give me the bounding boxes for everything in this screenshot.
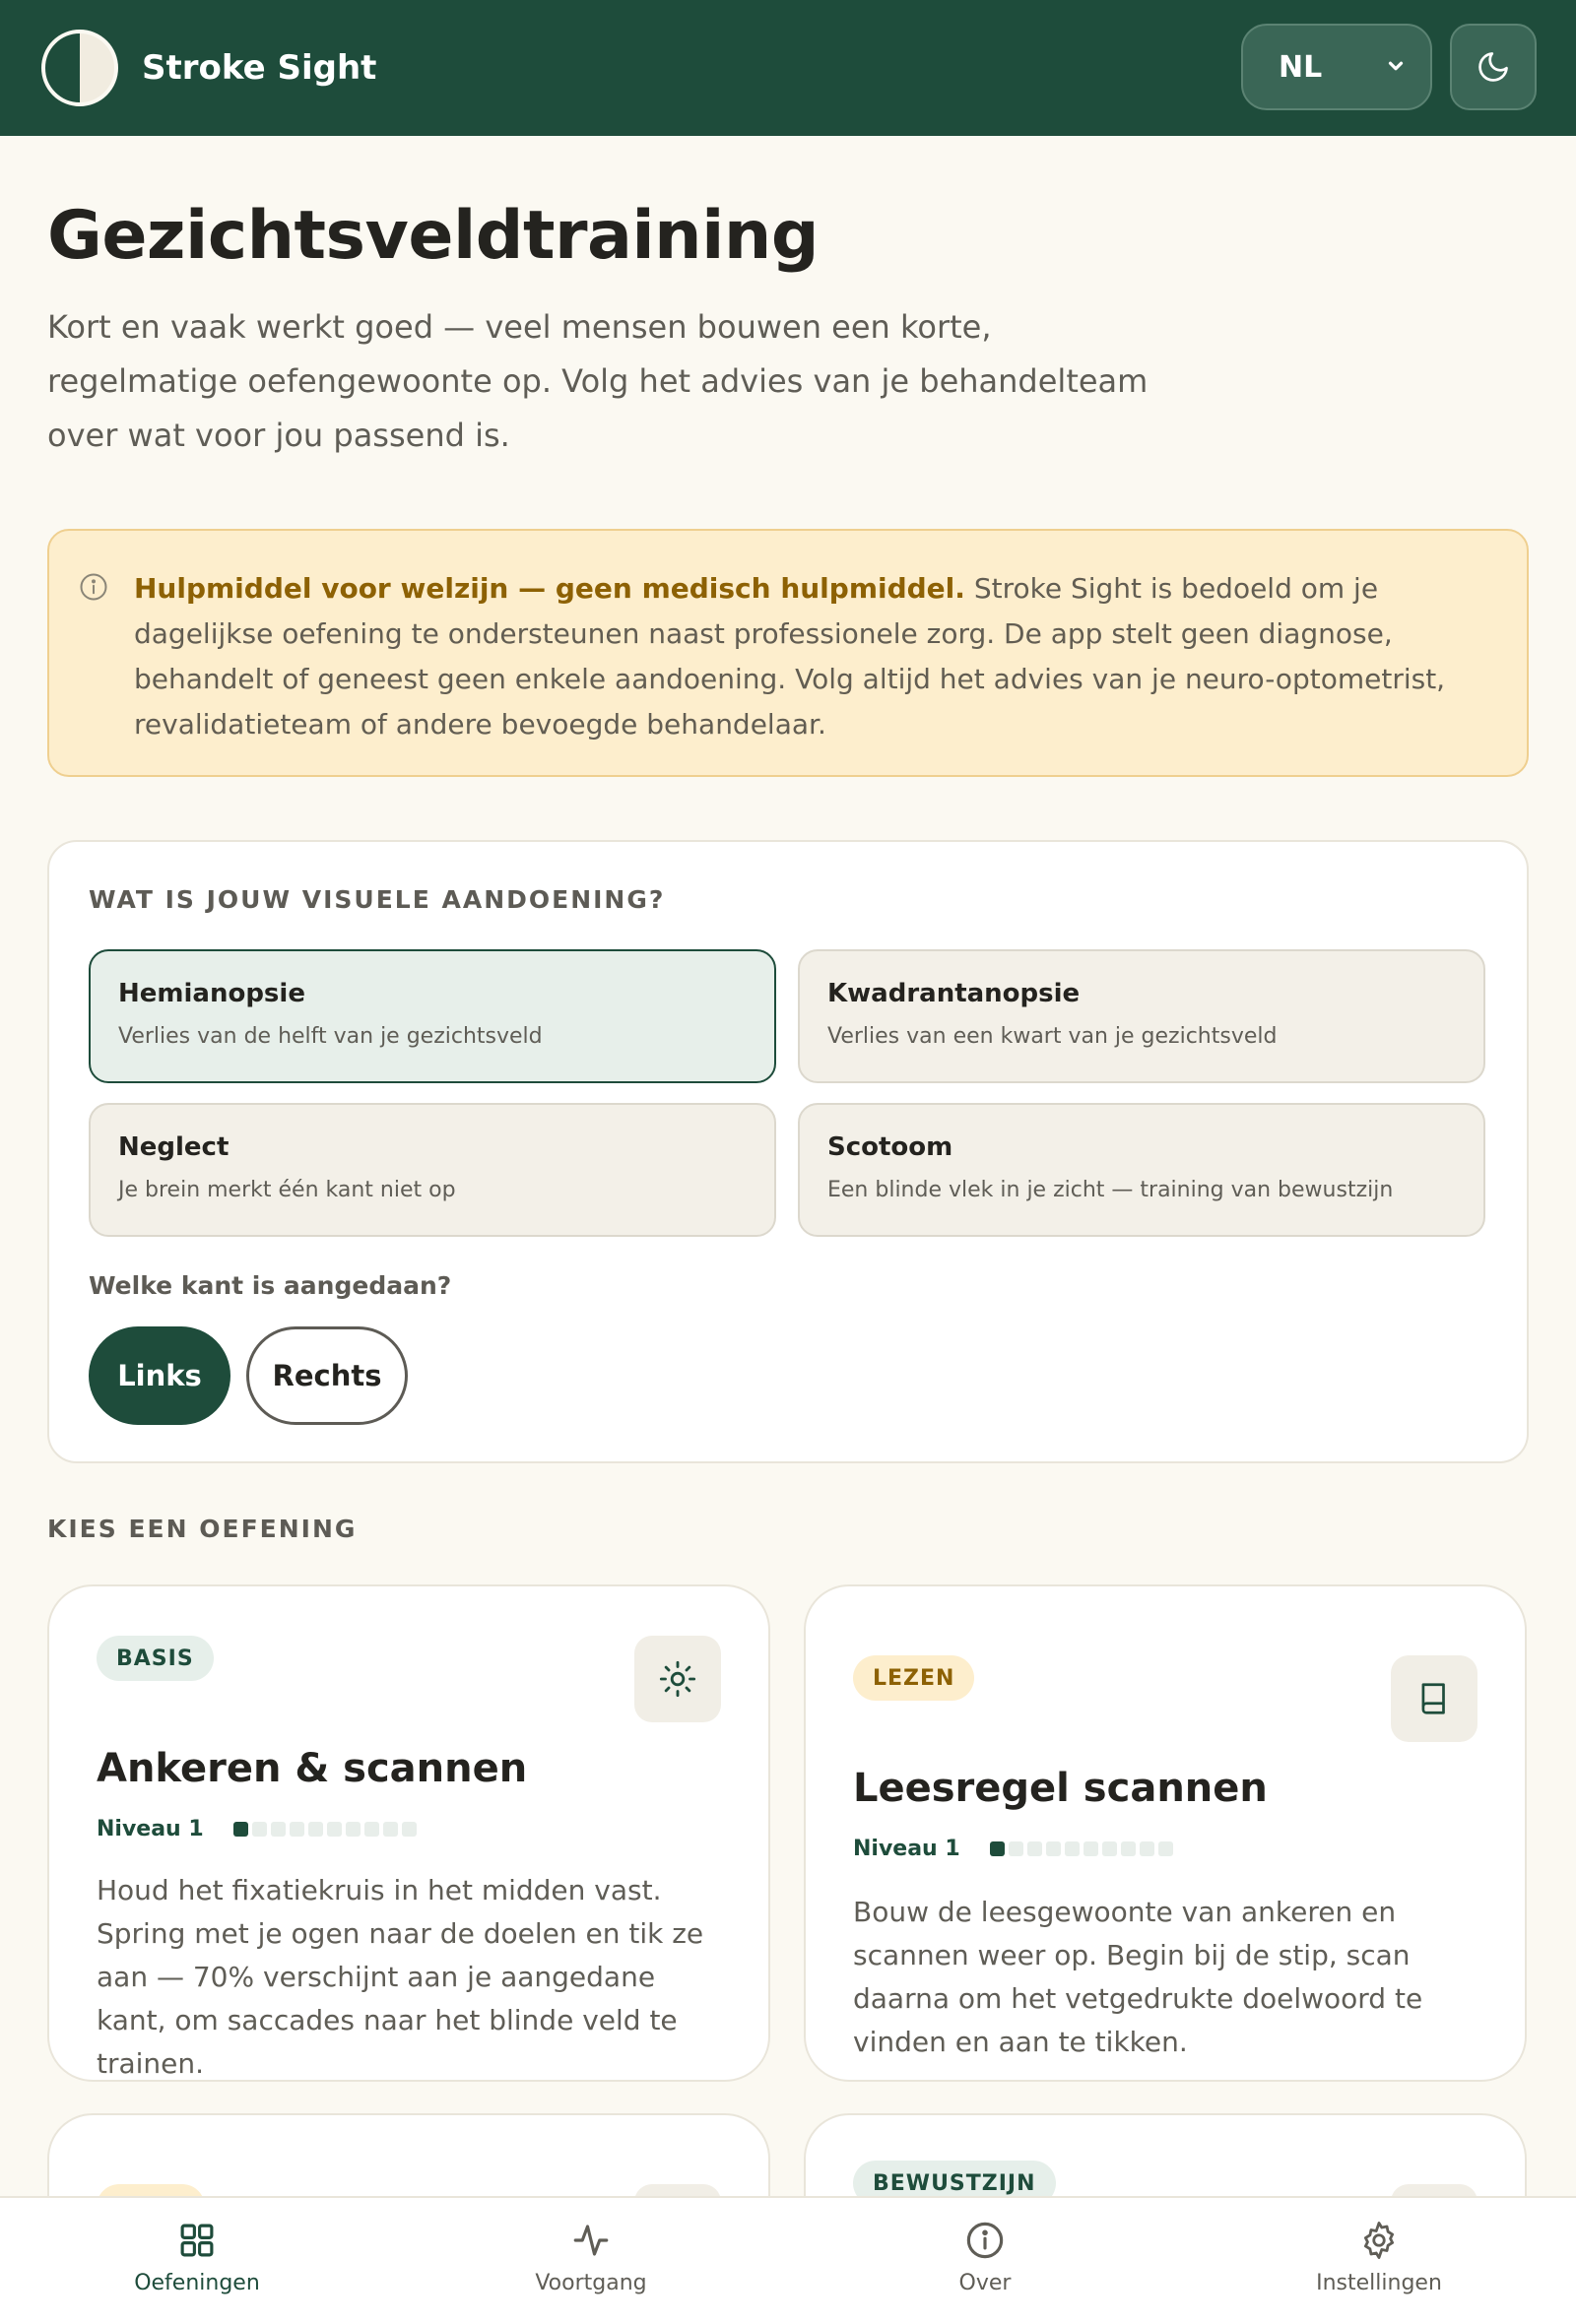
condition-option-desc: Verlies van de helft van je gezichtsveld — [118, 1024, 543, 1049]
level-dot — [327, 1822, 342, 1837]
exercise-description: Houd het fixatiekruis in het midden vast. Spring met je ogen naar de doelen en tik ze aan — 70% verschijnt aan je aangedane kant, om saccades naar het blinde veld te trainen. — [97, 1874, 704, 2080]
condition-option-neglect[interactable] — [89, 1103, 776, 1237]
side-left-button[interactable]: Links — [89, 1326, 230, 1425]
exercise-card-anchor-scan[interactable] — [47, 1584, 770, 2082]
info-icon — [79, 572, 108, 602]
notice-bold-text: Hulpmiddel voor welzijn — geen medisch hulpmiddel. — [134, 572, 965, 605]
level-dot — [1027, 1841, 1042, 1856]
language-select[interactable] — [1241, 24, 1432, 110]
level-dot — [1084, 1841, 1098, 1856]
condition-option-title: Scotoom — [827, 1132, 953, 1162]
page-intro: Kort en vaak werkt goed — veel mensen bouwen een korte, regelmatige oefengewoonte op. Volg het advies van je behandelteam over wat voor jou passend is. — [47, 308, 1149, 454]
app-title: Stroke Sight — [142, 48, 377, 88]
book-icon — [1415, 1680, 1453, 1717]
exercise-badge: LEZEN — [853, 1655, 974, 1701]
side-right-button[interactable]: Rechts — [246, 1326, 408, 1425]
level-dot — [383, 1822, 398, 1837]
nav-label: Instellingen — [1316, 2271, 1442, 2295]
level-dots — [990, 1841, 1173, 1856]
notice-text — [134, 566, 1487, 747]
level-row — [97, 1817, 417, 1841]
exercise-icon-tile — [634, 1636, 721, 1722]
info-icon — [964, 2220, 1006, 2261]
level-dot — [308, 1822, 323, 1837]
exercise-title: Ankeren & scannen — [97, 1746, 528, 1791]
level-dot — [1121, 1841, 1136, 1856]
level-row — [853, 1837, 1173, 1861]
exercise-badge: BEWUSTZIJN — [853, 2161, 1056, 2206]
notice-body-text: Stroke Sight is bedoeld om je dagelijkse oefening te ondersteunen naast professionele zorg. De app stelt geen diagnose, behandelt of geneest geen enkele aandoening. Volg altijd het advies van je neuro-optometrist, revalidatieteam of andere bevoegde behandelaar. — [134, 572, 1446, 741]
sun-icon — [658, 1659, 697, 1699]
language-value: NL — [1279, 49, 1323, 85]
moon-icon — [1476, 49, 1511, 85]
exercises-section-label: KIES EEN OEFENING — [47, 1515, 358, 1543]
nav-item-oefeningen[interactable] — [0, 2198, 394, 2324]
bottom-navigation — [0, 2196, 1576, 2324]
nav-item-over[interactable] — [788, 2198, 1182, 2324]
condition-option-title: Kwadrantanopsie — [827, 979, 1081, 1008]
level-label: Niveau 1 — [97, 1817, 204, 1841]
page-title: Gezichtsveldtraining — [47, 197, 819, 275]
exercise-badge: BASIS — [97, 1636, 214, 1681]
condition-option-scotoom[interactable] — [798, 1103, 1485, 1237]
exercise-card-reading-line[interactable] — [804, 1584, 1527, 2082]
condition-option-kwadrantanopsie[interactable] — [798, 949, 1485, 1083]
condition-heading: WAT IS JOUW VISUELE AANDOENING? — [89, 885, 666, 914]
nav-label: Oefeningen — [134, 2271, 260, 2295]
chevron-down-icon — [1385, 55, 1407, 77]
condition-option-hemianopsie[interactable] — [89, 949, 776, 1083]
theme-toggle-button[interactable] — [1450, 24, 1537, 110]
nav-item-voortgang[interactable] — [394, 2198, 788, 2324]
nav-item-instellingen[interactable] — [1182, 2198, 1576, 2324]
level-dot — [346, 1822, 361, 1837]
exercise-description: Bouw de leesgewoonte van ankeren en scannen weer op. Begin bij de stip, scan daarna om het vetgedrukte doelwoord te vinden en aan te tikken. — [853, 1896, 1423, 2058]
condition-option-desc: Een blinde vlek in je zicht — training van bewustzijn — [827, 1178, 1394, 1202]
level-dot — [1065, 1841, 1080, 1856]
level-dot — [290, 1822, 304, 1837]
condition-option-title: Hemianopsie — [118, 979, 305, 1008]
level-dot — [990, 1841, 1005, 1856]
level-dot — [1009, 1841, 1023, 1856]
app-logo-icon — [41, 30, 118, 106]
exercise-title: Leesregel scannen — [853, 1766, 1268, 1811]
condition-card — [47, 840, 1529, 1463]
level-dot — [233, 1822, 248, 1837]
level-dot — [271, 1822, 286, 1837]
level-dots — [233, 1822, 417, 1837]
condition-option-title: Neglect — [118, 1132, 230, 1162]
condition-option-desc: Je brein merkt één kant niet op — [118, 1178, 456, 1202]
nav-label: Over — [958, 2271, 1012, 2295]
top-bar — [0, 0, 1576, 136]
level-dot — [1046, 1841, 1061, 1856]
wellness-notice — [47, 529, 1529, 777]
level-dot — [1140, 1841, 1154, 1856]
exercise-icon-tile — [1391, 1655, 1478, 1742]
activity-icon — [570, 2220, 612, 2261]
level-dot — [252, 1822, 267, 1837]
level-dot — [1102, 1841, 1117, 1856]
level-dot — [1158, 1841, 1173, 1856]
level-dot — [402, 1822, 417, 1837]
grid-icon — [176, 2220, 218, 2261]
level-dot — [364, 1822, 379, 1837]
gear-icon — [1358, 2220, 1400, 2261]
side-question: Welke kant is aangedaan? — [89, 1271, 452, 1300]
condition-option-desc: Verlies van een kwart van je gezichtsveld — [827, 1024, 1278, 1049]
level-label: Niveau 1 — [853, 1837, 960, 1861]
nav-label: Voortgang — [535, 2271, 647, 2295]
